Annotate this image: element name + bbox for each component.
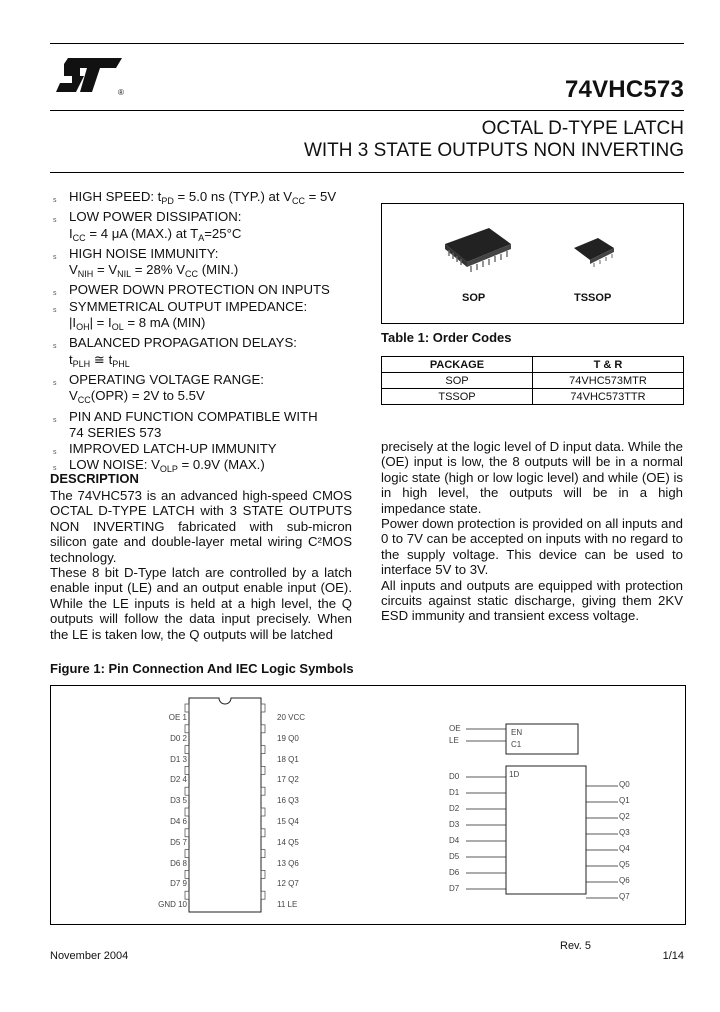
dip-pin — [185, 725, 189, 733]
iec-logic-symbol — [446, 716, 646, 901]
dip-pin-label-right: 12 Q7 — [277, 879, 299, 889]
dip-pin-label-right: 13 Q6 — [277, 858, 299, 868]
figure-box — [50, 685, 686, 925]
dip-pin — [185, 850, 189, 858]
figure-title: Figure 1: Pin Connection And IEC Logic Symbols — [50, 661, 354, 676]
feature-item: s OPERATING VOLTAGE RANGE: $V_{CC}(OPR) = 2V$ to 5.5V — [53, 371, 264, 406]
footer-page: 1/14 — [662, 950, 684, 962]
iec-input-label: OE — [449, 724, 461, 733]
feature-item: s PIN AND FUNCTION COMPATIBLE WITH 74 SERIES 573 — [53, 408, 318, 440]
iec-output-label: Q0 — [619, 780, 630, 789]
header-top-rule — [50, 43, 684, 44]
dip-pin — [185, 704, 189, 712]
part-number: 74VHC573 — [564, 76, 684, 103]
iec-input-label: D6 — [449, 868, 460, 877]
dip-pin-label-left: GND 10 — [158, 900, 187, 910]
dip-pin — [261, 870, 265, 878]
dip-pin — [185, 870, 189, 878]
dip-pin — [185, 746, 189, 754]
table-cell: 74VHC573TTR — [533, 389, 684, 405]
registered-mark: ® — [118, 88, 124, 97]
dip-pin-label-right: 18 Q1 — [277, 754, 299, 764]
iec-output-label: Q1 — [619, 796, 630, 805]
package-image-box — [381, 203, 684, 324]
dip-pin — [261, 808, 265, 816]
tssop-package-image — [570, 234, 620, 268]
description-paragraph: Power down protection is provided on all inputs and 0 to 7V can be accepted on inputs with no regard to the supply voltage. This device can be used to interface 5V to 3V. — [381, 516, 683, 578]
iec-output-label: Q3 — [619, 828, 630, 837]
feature-item: s HIGH NOISE IMMUNITY: $V_{NIH} = V_{NIL} = 28\%$ $V_{CC}$ (MIN.) — [53, 245, 239, 280]
dip-pin-label-left: D4 6 — [170, 817, 187, 826]
feature-item: s POWER DOWN PROTECTION ON INPUTS — [53, 282, 330, 298]
dip-pin — [261, 746, 265, 754]
sop-package-image — [437, 222, 517, 277]
iec-output-label: Q6 — [619, 876, 630, 885]
dip-pin — [261, 704, 265, 712]
iec-input-label: D4 — [449, 836, 460, 845]
dip-pin — [261, 725, 265, 733]
dip-pin — [185, 766, 189, 774]
table-cell: SOP — [382, 373, 533, 389]
order-codes-table — [381, 356, 684, 405]
feature-item: s SYMMETRICAL OUTPUT IMPEDANCE: $|I_{OH}| = I_{OL} = 8$ mA (MIN) — [53, 298, 308, 333]
dip-pin-label-right: 19 Q0 — [277, 733, 299, 743]
header-mid-rule — [50, 110, 684, 111]
dip-pin — [261, 829, 265, 837]
iec-input-label: LE — [449, 736, 459, 745]
iec-c1-label: C1 — [511, 740, 522, 749]
footer-date: November 2004 — [50, 950, 129, 962]
table-row — [382, 373, 684, 389]
dip-pin-label-left: D1 3 — [170, 754, 187, 764]
dip-pin-label-right: 11 LE — [277, 900, 298, 910]
dip-pin-label-right: 16 Q3 — [277, 796, 299, 806]
description-left-column — [50, 488, 352, 642]
iec-output-label: Q2 — [619, 812, 630, 821]
dip-pin-label-left: D0 2 — [170, 733, 187, 743]
subtitle-line-2: WITH 3 STATE OUTPUTS NON INVERTING — [303, 140, 684, 161]
description-paragraph: These 8 bit D-Type latch are controlled by a latch enable input (LE) and an output enable input (OE). While the LE inputs is held at a high level, the Q outputs will follow the data input precisely. When the LE is taken low, the Q outputs will be latched — [50, 565, 352, 642]
iec-input-label: D0 — [449, 772, 460, 781]
order-table-title: Table 1: Order Codes — [381, 330, 512, 345]
description-paragraph: precisely at the logic level of D input data. While the (OE) input is low, the 8 outputs will be in a normal logic state (high or low logic level) and while (OE) is in high level, the outputs will be in a high impedance state. — [381, 439, 684, 516]
dip-pin-label-right: 17 Q2 — [277, 775, 299, 785]
dip-pin-label-right: 20 VCC — [277, 713, 306, 722]
dip-pin-label-right: 15 Q4 — [277, 817, 299, 826]
dip-pin — [185, 891, 189, 899]
subtitle — [184, 118, 684, 162]
table-row — [382, 389, 684, 405]
iec-en-label: EN — [511, 728, 523, 737]
iec-output-label: Q5 — [619, 860, 630, 869]
feature-item: s LOW POWER DISSIPATION: $I_{CC} = 4$ μA (MAX.) at $T_A=25^\circ C$ — [53, 209, 242, 243]
dip-pin-label-left: D3 5 — [170, 796, 187, 806]
iec-1d-label: 1D — [509, 770, 520, 779]
feature-item: s LOW NOISE: $V_{OLP} = 0.9V$ (MAX.) — [53, 457, 265, 475]
description-paragraph: The 74VHC573 is an advanced high-speed CMOS OCTAL D-TYPE LATCH with 3 STATE OUTPUTS NON INVERTING fabricated with sub-micron silicon gate and double-layer metal wiring C²MOS technology. — [50, 488, 352, 565]
dip-pin — [261, 766, 265, 774]
dip-pin-label-left: D7 9 — [170, 879, 187, 889]
iec-output-label: Q7 — [619, 892, 630, 901]
dip-pin — [185, 808, 189, 816]
description-right-column — [381, 439, 683, 624]
dip-pin — [185, 829, 189, 837]
iec-input-label: D3 — [449, 820, 460, 829]
iec-input-label: D2 — [449, 804, 460, 813]
dip-pin — [185, 787, 189, 795]
feature-item: s BALANCED PROPAGATION DELAYS: $t_{PLH}$ ≅ $t_{PHL}$ — [53, 335, 297, 369]
tssop-label: TSSOP — [574, 292, 612, 304]
column-header-package: PACKAGE — [382, 357, 533, 373]
footer-revision: Rev. 5 — [560, 940, 591, 952]
table-cell: 74VHC573MTR — [533, 373, 684, 389]
column-header-tr: T & R — [533, 357, 684, 373]
dip-pin-label-left: D5 7 — [170, 837, 187, 847]
dip-pin — [261, 891, 265, 899]
iec-input-label: D5 — [449, 852, 460, 861]
feature-item: s IMPROVED LATCH-UP IMMUNITY — [53, 441, 277, 457]
dip-pin-label-left: D6 8 — [170, 858, 187, 868]
description-heading: DESCRIPTION — [50, 471, 139, 486]
dip-pin — [261, 787, 265, 795]
feature-item: s HIGH SPEED: $t_{PD} = 5.0$ ns (TYP.) at $V_{CC} = 5V$ — [53, 189, 337, 206]
dip-pin-label-right: 14 Q5 — [277, 837, 299, 847]
table-header-row — [382, 357, 684, 373]
iec-output-label: Q4 — [619, 844, 630, 853]
iec-input-label: D1 — [449, 788, 460, 797]
header-bottom-rule — [50, 172, 684, 173]
dip-pin-label-left: D2 4 — [170, 775, 187, 785]
sop-label: SOP — [462, 292, 486, 304]
feature-list — [53, 189, 379, 478]
iec-input-label: D7 — [449, 884, 460, 893]
dip-pin-label-left: OE 1 — [168, 713, 187, 722]
description-paragraph: All inputs and outputs are equipped with protection circuits against static discharge, giving them 2KV ESD immunity and transient excess voltage. — [381, 577, 683, 624]
subtitle-line-1: OCTAL D-TYPE LATCH — [481, 118, 684, 139]
st-logo — [50, 52, 130, 100]
dip-pin — [261, 850, 265, 858]
table-cell: TSSOP — [382, 389, 533, 405]
